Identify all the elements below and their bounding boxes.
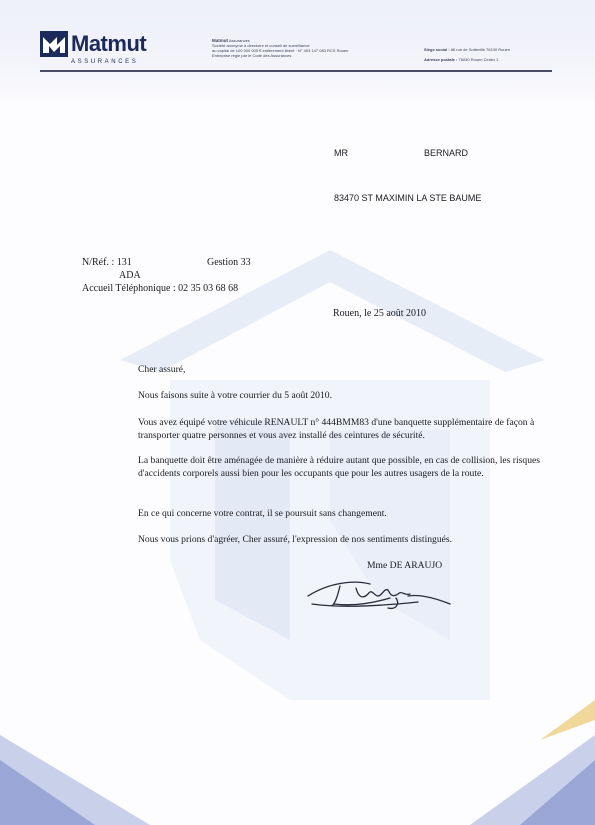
agent-code: ADA: [119, 270, 141, 281]
logo-wordmark: Matmut: [71, 31, 147, 56]
legal-line: Société anonyme à directoire et conseil de surveillance: [212, 43, 310, 48]
letter-paragraph: Nous faisons suite à votre courrier du 5 août 2010.: [138, 390, 332, 401]
signatory-name: Mme DE ARAUJO: [367, 560, 443, 571]
legal-line: au capital de 100 000 000 € entièrement libéré · N° 403 147 083 RCS Rouen: [212, 48, 349, 53]
logo-subtitle: ASSURANCES: [71, 59, 139, 65]
siege-label: Siège social :: [424, 47, 450, 52]
legal-company-name: Matmut: [212, 38, 228, 43]
postale-value: 76030 Rouen Cedex 1: [458, 57, 499, 62]
siege-value: 66 rue de Sotteville 76100 Rouen: [450, 47, 511, 52]
gestion-number: Gestion 33: [207, 257, 251, 268]
letter-paragraph: En ce qui concerne votre contrat, il se poursuit sans changement.: [138, 508, 387, 519]
reference-number: N/Réf. : 131: [82, 257, 132, 268]
place-date: Rouen, le 25 août 2010: [333, 308, 427, 319]
letter-paragraph: La banquette doit être aménagée de manière à réduire autant que possible, en cas de collision, les risques d'accidents corporels aussi bien pour les occupants que pour les autres usagers de la route.: [138, 455, 540, 479]
phone-line: Accueil Téléphonique : 02 35 03 68 68: [82, 283, 239, 294]
postale-label: Adresse postale :: [424, 57, 458, 62]
recipient-city: 83470 ST MAXIMIN LA STE BAUME: [334, 193, 482, 203]
salutation: Cher assuré,: [138, 364, 186, 375]
handwritten-signature: [300, 574, 460, 614]
legal-company-sub: Assurances: [228, 38, 250, 43]
letter-paragraph: Nous vous prions d'agréer, Cher assuré, l'expression de nos sentiments distingués.: [138, 534, 453, 545]
recipient-title: MR: [334, 148, 348, 158]
recipient-name: BERNARD: [424, 148, 469, 158]
letter-paragraph: Vous avez équipé votre véhicule RENAULT n° 444BMM83 d'une banquette supplémentaire de façon à transporter quatre personnes et vous avez installé des ceintures de sécurité.: [138, 417, 535, 441]
legal-line: Entreprise régie par le Code des Assurances: [212, 53, 292, 58]
